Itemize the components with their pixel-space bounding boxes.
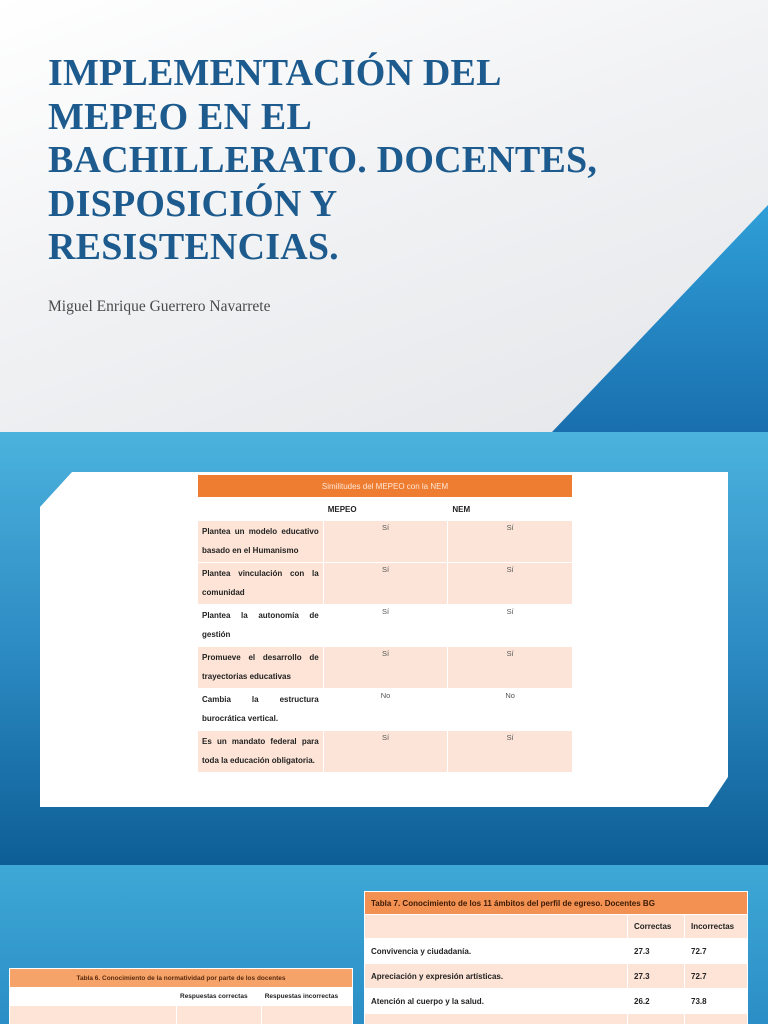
mepeo-value: No xyxy=(323,689,448,731)
row-label: Cambia la estructura burocrática vertical. xyxy=(198,689,324,731)
table-cell xyxy=(261,1006,352,1024)
column-header xyxy=(365,915,628,939)
table-cell xyxy=(685,1014,748,1024)
nem-value: Sí xyxy=(448,731,573,773)
table-row xyxy=(198,647,573,689)
table-row xyxy=(365,939,748,964)
table-cell xyxy=(628,1014,685,1024)
mepeo-value: Sí xyxy=(323,563,448,605)
column-header xyxy=(10,988,177,1006)
mepeo-value: Sí xyxy=(323,731,448,773)
title-line: MEPEO EN EL xyxy=(48,95,313,138)
knowledge-tables-slide xyxy=(0,865,768,1024)
column-header-correct: Correctas xyxy=(628,915,685,939)
incorrect-value: 72.7 xyxy=(685,939,748,964)
table-cell xyxy=(177,1006,262,1024)
table-row xyxy=(198,731,573,773)
table-row xyxy=(365,964,748,989)
table-6 xyxy=(9,968,353,1024)
table-row xyxy=(198,521,573,563)
table-row xyxy=(365,1014,748,1024)
table-cell xyxy=(10,1006,177,1024)
mepeo-value: Sí xyxy=(323,647,448,689)
title-slide xyxy=(0,0,768,432)
table-cell xyxy=(365,1014,628,1024)
table-row xyxy=(365,989,748,1014)
title-line: RESISTENCIAS. xyxy=(48,226,339,268)
row-label: Convivencia y ciudadanía. xyxy=(365,939,628,964)
table-caption: Tabla 7. Conocimiento de los 11 ámbitos del perfil de egreso. Docentes BG xyxy=(365,892,748,915)
nem-value: Sí xyxy=(448,563,573,605)
table-row xyxy=(198,605,573,647)
similarities-table xyxy=(197,474,573,773)
title-line: BACHILLERATO. DOCENTES, xyxy=(48,139,598,181)
row-label: Atención al cuerpo y la salud. xyxy=(365,989,628,1014)
column-header-nem: NEM xyxy=(448,498,573,521)
column-header-mepeo: MEPEO xyxy=(323,498,448,521)
row-label: Plantea un modelo educativo basado en el Humanismo xyxy=(198,521,324,563)
column-header-correct: Respuestas correctas xyxy=(177,988,262,1006)
nem-value: Sí xyxy=(448,521,573,563)
row-label: Promueve el desarrollo de trayectorias educativas xyxy=(198,647,324,689)
nem-value: Sí xyxy=(448,647,573,689)
table-row xyxy=(198,563,573,605)
correct-value: 27.3 xyxy=(628,939,685,964)
incorrect-value: 72.7 xyxy=(685,964,748,989)
row-label: Apreciación y expresión artísticas. xyxy=(365,964,628,989)
table-7 xyxy=(364,891,748,1024)
table-row xyxy=(198,689,573,731)
nem-value: No xyxy=(448,689,573,731)
correct-value: 26.2 xyxy=(628,989,685,1014)
nem-value: Sí xyxy=(448,605,573,647)
presentation-title xyxy=(48,52,668,270)
table-caption: Tabla 6. Conocimiento de la normatividad por parte de los docentes xyxy=(10,969,353,988)
table-row xyxy=(10,1006,353,1024)
author-name: Miguel Enrique Guerrero Navarrete xyxy=(48,298,271,315)
row-label: Plantea la autonomía de gestión xyxy=(198,605,324,647)
column-header-incorrect: Incorrectas xyxy=(685,915,748,939)
similarities-slide xyxy=(0,432,768,865)
incorrect-value: 73.8 xyxy=(685,989,748,1014)
row-label: Plantea vinculación con la comunidad xyxy=(198,563,324,605)
correct-value: 27.3 xyxy=(628,964,685,989)
mepeo-value: Sí xyxy=(323,605,448,647)
title-line: DISPOSICIÓN Y xyxy=(48,182,338,225)
title-line: IMPLEMENTACIÓN DEL xyxy=(48,52,502,94)
mepeo-value: Sí xyxy=(323,521,448,563)
table-caption: Similitudes del MEPEO con la NEM xyxy=(198,475,573,498)
column-header xyxy=(198,498,324,521)
column-header-incorrect: Respuestas incorrectas xyxy=(261,988,352,1006)
row-label: Es un mandato federal para toda la educación obligatoria. xyxy=(198,731,324,773)
